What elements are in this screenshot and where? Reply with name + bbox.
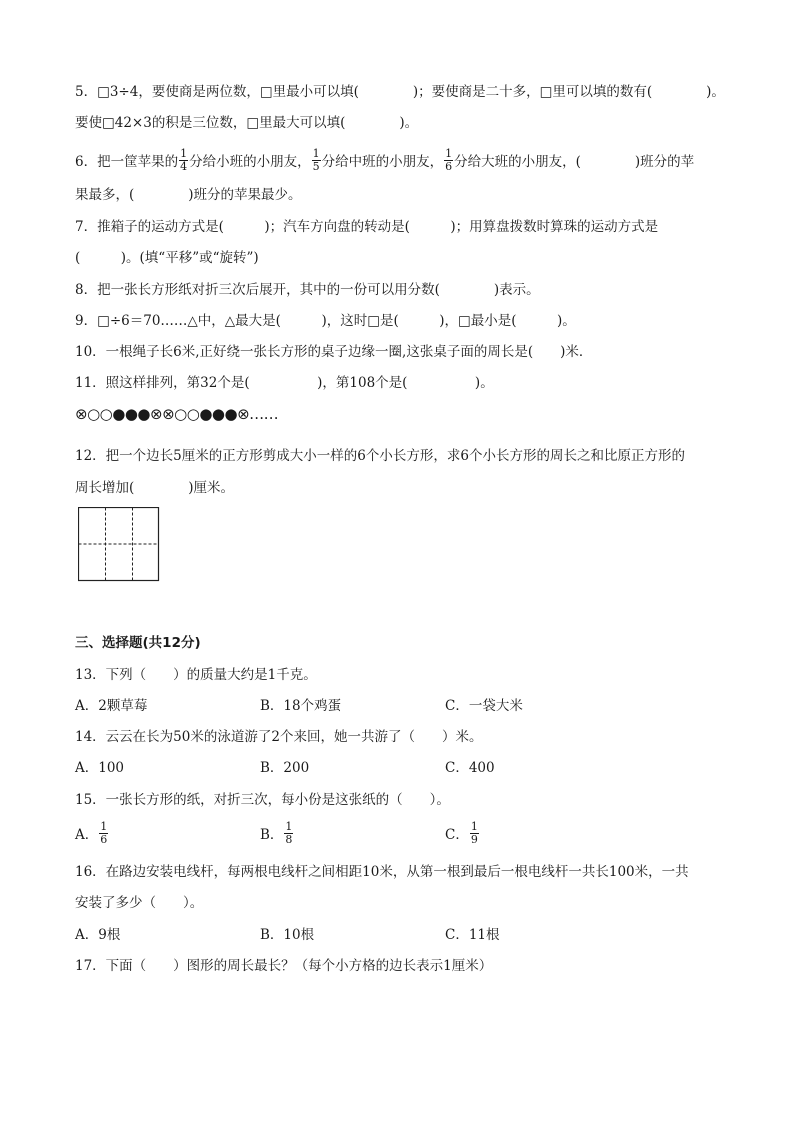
q6-fraction-1: $\frac{1}{4}$ bbox=[180, 147, 188, 173]
q12-square-diagram bbox=[78, 507, 160, 583]
q15-option-a: A． $\frac{1}{6}$ bbox=[75, 820, 108, 846]
q6-part1: 分给小班的小朋友， bbox=[189, 154, 311, 170]
q14-option-c: C．400 bbox=[445, 760, 495, 776]
q6-fraction-3: $\frac{1}{6}$ bbox=[445, 147, 453, 173]
q14-stem: 14．云云在长为50米的泳道游了2个来回，她一共游了（ ）米。 bbox=[75, 729, 483, 745]
q13-option-a: A．2颗草莓 bbox=[75, 698, 148, 714]
q9-text: 9．□÷6＝70……△中，△最大是( )，这时□是( )，□最小是( )。 bbox=[75, 313, 576, 329]
q6-prefix: 6．把一筐苹果的 bbox=[75, 154, 179, 170]
q15-option-b: B． $\frac{1}{8}$ bbox=[260, 820, 293, 846]
q10-text: 10．一根绳子长6米,正好绕一张长方形的桌子边缘一圈,这张桌子面的周长是( )米． bbox=[75, 344, 593, 360]
q6-part2: 分给中班的小朋友， bbox=[321, 154, 444, 170]
q13-stem: 13．下列（ ）的质量大约是1千克。 bbox=[75, 667, 317, 683]
q16-line2: 安装了多少（ ）。 bbox=[75, 895, 204, 911]
q8-text: 8．把一张长方形纸对折三次后展开，其中的一份可以用分数( )表示。 bbox=[75, 282, 540, 298]
q15-stem: 15．一张长方形的纸，对折三次，每小份是这张纸的（ ）。 bbox=[75, 792, 450, 808]
q11-symbol-sequence: ⊗○○●●●⊗⊗○○●●●⊗…… bbox=[75, 405, 279, 423]
q16-option-a: A．9根 bbox=[75, 927, 121, 943]
q11-line1: 11．照这样排列，第32个是( )，第108个是( )。 bbox=[75, 375, 494, 391]
q16-line1: 16．在路边安装电线杆，每两根电线杆之间相距10米，从第一根到最后一根电线杆一共长100米，一共 bbox=[75, 864, 689, 880]
q13-option-b: B．18个鸡蛋 bbox=[260, 698, 342, 714]
q16-option-b: B．10根 bbox=[260, 927, 315, 943]
q5-line2: 要使□42×3的积是三位数，□里最大可以填( )。 bbox=[75, 115, 419, 131]
q6-part3: 分给大班的小朋友，( )班分的苹 bbox=[454, 154, 695, 170]
q7-line1: 7．推箱子的运动方式是( )；汽车方向盘的转动是( )；用算盘拨数时算珠的运动方式是 bbox=[75, 219, 659, 235]
q5-line1: 5．□3÷4，要使商是两位数，□里最小可以填( )；要使商是二十多，□里可以填的数有( )。 bbox=[75, 84, 725, 100]
q14-option-a: A．100 bbox=[75, 760, 125, 776]
section-3-heading: 三、选择题(共12分) bbox=[75, 635, 201, 651]
q17-stem: 17．下面（ ）图形的周长最长？（每个小方格的边长表示1厘米） bbox=[75, 958, 493, 974]
q6-fraction-2: $\frac{1}{5}$ bbox=[312, 147, 320, 173]
q15-option-c: C． $\frac{1}{9}$ bbox=[445, 820, 478, 846]
q12-line2: 周长增加( )厘米。 bbox=[75, 480, 235, 496]
q16-option-c: C．11根 bbox=[445, 927, 500, 943]
q12-line1: 12．把一个边长5厘米的正方形剪成大小一样的6个小长方形，求6个小长方形的周长之和比原正方形的 bbox=[75, 448, 685, 464]
q7-line2: ( )。(填“平移”或“旋转”) bbox=[75, 250, 259, 266]
q14-option-b: B．200 bbox=[260, 760, 310, 776]
q6-line1 bbox=[75, 147, 695, 175]
q6-line2: 果最多，( )班分的苹果最少。 bbox=[75, 187, 302, 203]
q13-option-c: C．一袋大米 bbox=[445, 698, 523, 714]
